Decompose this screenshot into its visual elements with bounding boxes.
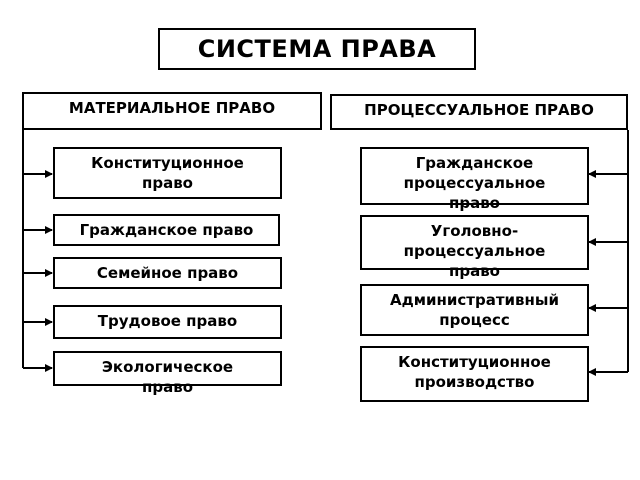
left-item-label: Конституционное право — [91, 154, 244, 192]
diagram-title-text: СИСТЕМА ПРАВА — [197, 35, 437, 63]
right-item-constitutional-proceedings — [360, 346, 589, 402]
material-law-header — [22, 92, 322, 130]
left-item-label: Гражданское право — [79, 221, 254, 239]
right-item-civil-procedural-law — [360, 147, 589, 212]
right-item-criminal-procedural-law — [360, 215, 589, 280]
left-item-environmental-law — [53, 351, 282, 396]
left-item-labor-law — [53, 305, 282, 339]
procedural-law-header-text: ПРОЦЕССУАЛЬНОЕ ПРАВО — [364, 101, 594, 119]
left-item-civil-law — [53, 214, 280, 246]
right-item-administrative-process — [360, 284, 589, 336]
right-item-label: Уголовно- процессуальное право — [403, 222, 546, 280]
right-item-label: Гражданское процессуальное право — [403, 154, 546, 212]
left-item-label: Экологическое право — [101, 358, 234, 396]
right-item-label: Административный процесс — [390, 291, 559, 329]
procedural-law-header — [330, 94, 628, 130]
diagram-title — [158, 28, 476, 70]
left-item-family-law — [53, 257, 282, 289]
right-item-label: Конституционное производство — [398, 353, 551, 391]
left-item-constitutional-law — [53, 147, 282, 199]
left-item-label: Трудовое право — [97, 312, 238, 330]
material-law-header-text: МАТЕРИАЛЬНОЕ ПРАВО — [68, 99, 276, 117]
left-item-label: Семейное право — [96, 264, 239, 282]
